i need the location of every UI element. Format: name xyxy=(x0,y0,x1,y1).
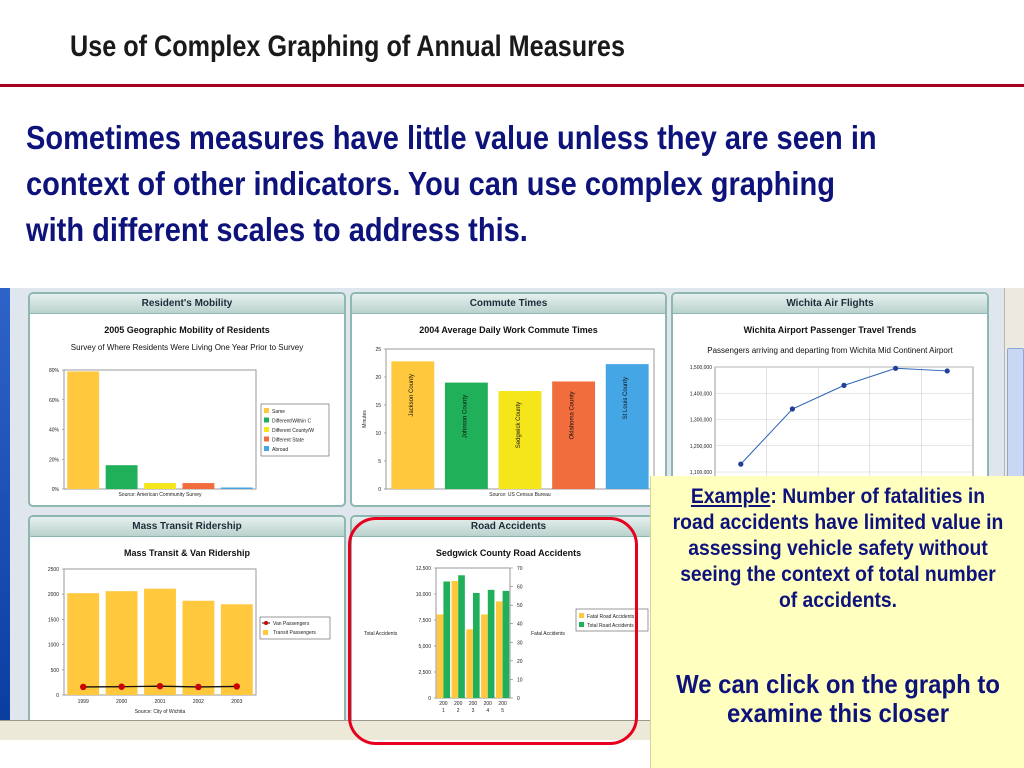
legend-swatch xyxy=(264,446,269,451)
chart-subtitle: Survey of Where Residents Were Living One Year Prior to Survey xyxy=(70,343,304,352)
y-tick-label: 20 xyxy=(375,375,381,381)
y2-tick-label: 0 xyxy=(517,696,520,702)
bar xyxy=(106,591,138,695)
y-axis-label: Minutes xyxy=(362,410,368,428)
panel-mass-transit[interactable] xyxy=(28,515,346,730)
panel-header: Resident's Mobility xyxy=(30,294,344,314)
x-tick-label: 4 xyxy=(486,708,490,714)
data-point xyxy=(945,368,950,373)
y-tick-label: 2000 xyxy=(47,592,59,599)
panel-header: Road Accidents xyxy=(352,517,665,537)
legend-swatch xyxy=(264,621,268,625)
bar-label: St Louis County xyxy=(623,376,630,420)
bar xyxy=(182,483,214,489)
bar-label: Oklahoma County xyxy=(569,391,576,440)
y-tick-label: 5 xyxy=(378,459,381,465)
y-tick-label: 0 xyxy=(378,487,381,493)
x-tick-label: 200 xyxy=(468,701,478,707)
chart-source: Source: American Community Survey xyxy=(118,492,202,498)
bar xyxy=(221,604,253,695)
y-tick-label: 0 xyxy=(428,696,431,702)
chart-title: Wichita Airport Passenger Travel Trends xyxy=(743,325,917,335)
y-tick-label: 40% xyxy=(48,427,59,434)
chart-source: Source: US Census Bureau xyxy=(489,492,551,498)
highlight-circle xyxy=(348,517,638,745)
bar xyxy=(144,589,176,695)
intro-line-2: context of other indicators. You can use complex graphing xyxy=(26,165,835,202)
legend-label: Different/Within C xyxy=(272,418,312,425)
y-tick-label: 1000 xyxy=(47,642,59,649)
x-tick-label: 200 xyxy=(454,701,463,707)
y-tick-label: 0 xyxy=(56,693,59,699)
y-tick-label: 1500 xyxy=(47,617,59,624)
y-tick-label: 12,500 xyxy=(415,566,431,572)
bar xyxy=(144,483,176,489)
x-tick-label: 3 xyxy=(471,708,475,714)
legend-label: Different County/W xyxy=(272,428,315,434)
y-tick-label: 1,300,000 xyxy=(689,417,712,424)
x-tick-label: 1999 xyxy=(77,699,89,705)
x-tick-label: 2001 xyxy=(154,699,166,705)
legend-label: Van Passengers xyxy=(273,621,310,627)
example-paragraph xyxy=(670,484,1007,614)
data-point xyxy=(80,684,86,690)
transit-chart[interactable] xyxy=(30,517,346,730)
legend-swatch xyxy=(263,630,268,635)
panel-air-flights[interactable] xyxy=(671,292,989,507)
x-tick-label: 200 xyxy=(483,701,492,707)
chart-source: Source: City of Wichita xyxy=(134,709,186,715)
x-tick-label: 1 xyxy=(442,708,445,714)
chart-title: 2005 Geographic Mobility of Residents xyxy=(104,325,270,335)
slide-title: Use of Complex Graphing of Annual Measures xyxy=(70,30,625,63)
bar xyxy=(221,488,253,489)
bar-label: Sedgwick County xyxy=(516,401,522,449)
panel-residents-mobility[interactable] xyxy=(28,292,346,507)
legend-swatch xyxy=(264,418,269,423)
data-point xyxy=(234,683,240,689)
commute-chart[interactable] xyxy=(352,294,667,507)
panel-commute-times[interactable] xyxy=(350,292,667,507)
panel-header: Wichita Air Flights xyxy=(673,294,987,314)
panel-header: Mass Transit Ridership xyxy=(30,517,344,537)
data-point xyxy=(738,462,743,467)
legend-label: Fatal Road Accidents xyxy=(587,614,635,620)
data-point xyxy=(118,683,124,689)
y-tick-label: 5,000 xyxy=(418,644,431,650)
y-tick-label: 10,000 xyxy=(415,592,431,598)
legend-swatch xyxy=(264,437,269,442)
y2-tick-label: 30 xyxy=(517,640,523,647)
example-callout xyxy=(650,476,1024,768)
y-tick-label: 80% xyxy=(48,368,59,374)
y2-tick-label: 50 xyxy=(517,603,523,610)
bar xyxy=(106,465,138,489)
window-left-edge xyxy=(0,288,10,740)
y2-tick-label: 70 xyxy=(517,566,523,572)
x-tick-label: 200 xyxy=(439,701,448,707)
x-tick-label: 2003 xyxy=(231,699,243,705)
y2-tick-label: 40 xyxy=(517,621,523,628)
example-label: Example xyxy=(690,485,771,508)
bar-label: Johnson County xyxy=(462,394,469,439)
legend-swatch xyxy=(264,427,269,432)
data-point xyxy=(195,684,201,690)
legend-swatch xyxy=(264,408,269,413)
panel-header: Commute Times xyxy=(352,294,665,314)
y2-tick-label: 20 xyxy=(517,658,523,665)
y-tick-label: 7,500 xyxy=(418,618,431,624)
title-divider xyxy=(0,84,1024,87)
bar-label: Jackson County xyxy=(408,373,415,417)
chart-title: 2004 Average Daily Work Commute Times xyxy=(419,325,598,335)
chart-title: Mass Transit & Van Ridership xyxy=(123,548,251,558)
x-tick-label: 200 xyxy=(498,701,507,707)
x-tick-label: 2 xyxy=(456,708,460,714)
legend-label: Different State xyxy=(272,437,304,444)
bar xyxy=(67,371,99,489)
x-tick-label: 5 xyxy=(501,708,504,714)
y-tick-label: 25 xyxy=(375,347,381,353)
y2-axis-label: Fatal Accidents xyxy=(531,631,565,637)
data-point xyxy=(893,366,898,371)
intro-line-1: Sometimes measures have little value unless they are seen in xyxy=(26,119,877,156)
example-text: : Number of fatalities in road accidents have limited value in assessing vehicle safety without seeing the context of total number of accidents. xyxy=(672,485,1004,612)
y-tick-label: 2500 xyxy=(47,567,59,573)
y-tick-label: 20% xyxy=(48,457,59,464)
y-tick-label: 500 xyxy=(50,667,59,674)
data-point xyxy=(790,406,795,411)
legend-label: Total Road Accidents xyxy=(587,623,634,629)
chart-subtitle: Passengers arriving and departing from Wichita Mid Continent Airport xyxy=(707,346,953,355)
y-tick-label: 10 xyxy=(375,431,381,437)
bar xyxy=(182,601,214,695)
data-point xyxy=(841,383,846,388)
y-axis-label: Total Accidents xyxy=(364,631,398,637)
y2-tick-label: 60 xyxy=(517,584,523,591)
legend-label: Transit Passengers xyxy=(273,630,316,636)
x-tick-label: 2000 xyxy=(116,699,128,705)
y-tick-label: 0% xyxy=(51,487,59,493)
chart-title: Sedgwick County Road Accidents xyxy=(435,548,582,558)
y-tick-label: 60% xyxy=(48,397,59,404)
y-tick-label: 2,500 xyxy=(418,670,431,676)
click-hint: We can click on the graph to examine this closer xyxy=(676,669,1000,728)
legend-label: Same xyxy=(272,409,286,415)
y-tick-label: 15 xyxy=(375,403,381,409)
y-tick-label: 1,100,000 xyxy=(689,470,712,476)
bar xyxy=(67,593,99,695)
legend-label: Abroad xyxy=(272,447,289,453)
x-tick-label: 2002 xyxy=(192,699,204,705)
y2-tick-label: 10 xyxy=(517,677,523,684)
mobility-chart[interactable] xyxy=(30,294,346,507)
y-tick-label: 1,200,000 xyxy=(689,443,712,450)
y-tick-label: 1,500,000 xyxy=(689,365,712,371)
data-point xyxy=(157,683,163,689)
intro-text xyxy=(26,115,994,253)
intro-line-3: with different scales to address this. xyxy=(26,211,528,248)
y-tick-label: 1,400,000 xyxy=(689,391,712,398)
